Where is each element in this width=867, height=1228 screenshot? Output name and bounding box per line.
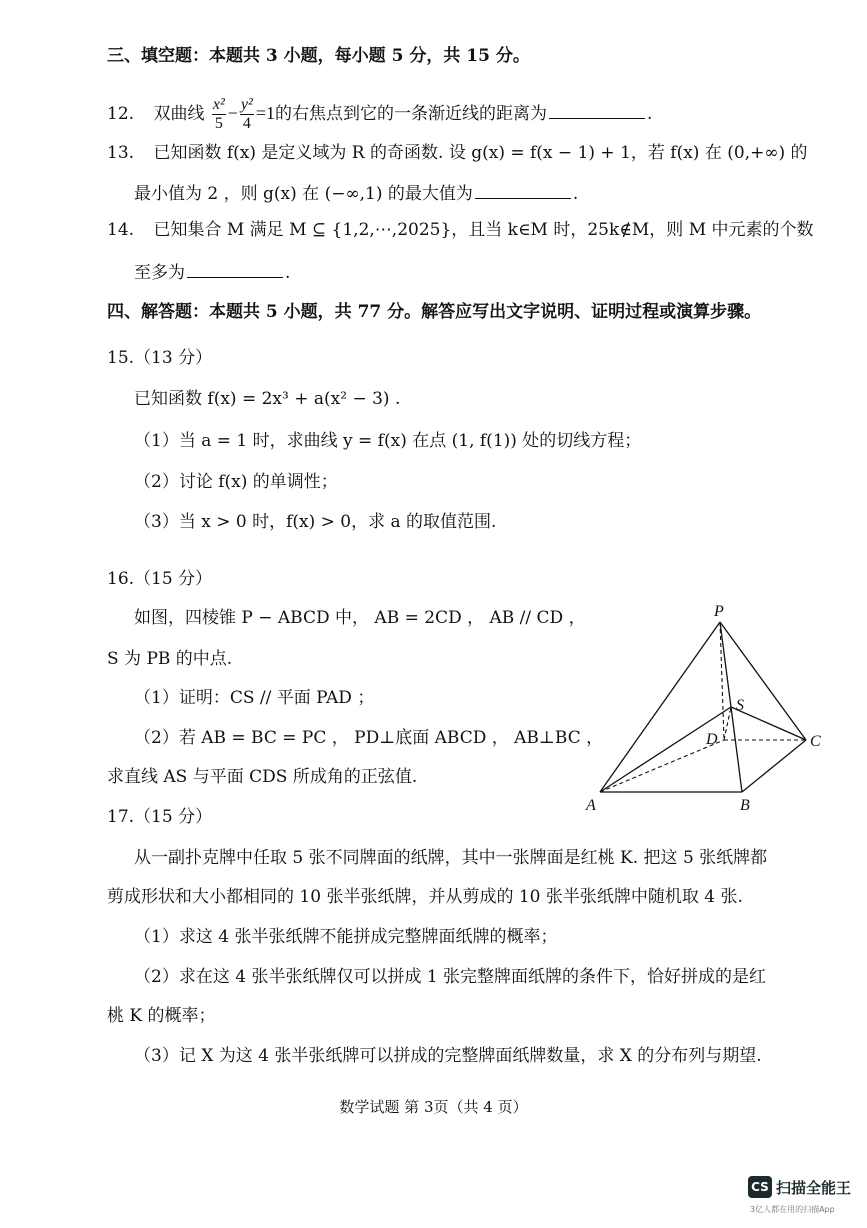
question-16-part-2: （2）若 AB = BC = PC ， PD⊥底面 ABCD ， AB⊥BC ， bbox=[134, 728, 604, 748]
answer-blank[interactable] bbox=[187, 259, 283, 278]
question-16-part-1: （1）证明：CS // 平面 PAD ； bbox=[134, 688, 375, 708]
question-15-part-2: （2）讨论 f(x) 的单调性； bbox=[134, 472, 338, 492]
equation-rhs: =1 bbox=[255, 103, 275, 123]
question-15-part-1: （1）当 a = 1 时，求曲线 y = f(x) 在点 (1, f(1)) 处的切线方程； bbox=[134, 431, 642, 451]
fraction-y2-over-4: $\frac{\text{y²}}{4}$ bbox=[240, 96, 253, 132]
question-number: 14. bbox=[107, 220, 135, 240]
question-17-stem-1: 从一副扑克牌中任取 5 张不同牌面的纸牌，其中一张牌面是红桃 K. 把这 5 张纸牌都 bbox=[134, 848, 768, 868]
label-B: B bbox=[740, 797, 750, 814]
section-3-title: 三、填空题：本题共 3 小题，每小题 5 分，共 15 分。 bbox=[107, 46, 530, 66]
question-15-header: 15.（13 分） bbox=[107, 348, 213, 368]
question-17-part-2-cont: 桃 K 的概率； bbox=[107, 1006, 216, 1026]
question-13-line-1 bbox=[107, 141, 808, 165]
period: . bbox=[285, 263, 291, 283]
period: . bbox=[572, 184, 579, 204]
question-text: 已知集合 M 满足 M ⊆ {1,2,⋯,2025}，且当 k∈M 时，25k∉M，则 M 中元素的个数 bbox=[153, 220, 814, 240]
scanner-app-tagline: 3亿人都在用的扫描App bbox=[750, 1205, 835, 1214]
scanner-app-name: 扫描全能王 bbox=[776, 1179, 852, 1197]
label-P: P bbox=[714, 603, 724, 620]
question-15-stem: 已知函数 f(x) = 2x³ + a(x² − 3) . bbox=[134, 389, 401, 409]
question-17-header: 17.（15 分） bbox=[107, 807, 213, 827]
answer-blank[interactable] bbox=[549, 100, 645, 119]
question-17-part-3: （3）记 X 为这 4 张半张纸牌可以拼成的完整牌面纸牌数量，求 X 的分布列与期望. bbox=[134, 1046, 762, 1066]
page-footer: 数学试题 第 3页（共 4 页） bbox=[339, 1098, 528, 1116]
question-text: 至多为 bbox=[134, 263, 185, 283]
question-number: 13. bbox=[107, 143, 135, 163]
segment-DS-hidden bbox=[724, 707, 731, 740]
cs-logo-icon: CS bbox=[748, 1176, 772, 1198]
edge-BC bbox=[742, 740, 806, 792]
question-16-part-2-cont: 求直线 AS 与平面 CDS 所成角的正弦值. bbox=[107, 767, 418, 787]
question-15-part-3: （3）当 x > 0 时，f(x) > 0，求 a 的取值范围. bbox=[134, 512, 497, 532]
question-17-part-2: （2）求在这 4 张半张纸牌仅可以拼成 1 张完整牌面纸牌的条件下，恰好拼成的是红 bbox=[134, 967, 767, 987]
question-text: 已知函数 f(x) 是定义域为 R 的奇函数. 设 g(x) = f(x − 1) + 1，若 f(x) 在 (0,+∞) 的 bbox=[153, 143, 808, 163]
question-14-line-1 bbox=[107, 218, 814, 242]
fraction-x2-over-5: $\frac{\text{x²}}{5}$ bbox=[212, 96, 225, 132]
label-A: A bbox=[586, 797, 596, 814]
question-12: 12. 双曲线 $\frac{\text{x²}}{5}$ − $\frac{\text{y²}}{4}$ =1的右焦点到它的一条渐近线的距离为 . bbox=[107, 96, 653, 132]
label-C: C bbox=[810, 733, 821, 750]
question-16-stem-2: S 为 PB 的中点. bbox=[107, 649, 233, 669]
question-13-line-2 bbox=[134, 180, 578, 206]
period: . bbox=[646, 104, 653, 124]
question-14-line-2 bbox=[134, 259, 290, 285]
label-D: D bbox=[706, 731, 718, 748]
question-17-part-1: （1）求这 4 张半张纸牌不能拼成完整牌面纸牌的概率； bbox=[134, 927, 558, 947]
question-text-tail: 的右焦点到它的一条渐近线的距离为 bbox=[274, 104, 547, 124]
section-4-title: 四、解答题：本题共 5 小题，共 77 分。解答应写出文字说明、证明过程或演算步骤。 bbox=[107, 302, 762, 322]
question-16-stem-1: 如图，四棱锥 P − ABCD 中， AB = 2CD ， AB // CD ， bbox=[134, 608, 586, 628]
label-S: S bbox=[736, 697, 744, 714]
question-17-stem-2: 剪成形状和大小都相同的 10 张半张纸牌，并从剪成的 10 张半张纸牌中随机取 4 张. bbox=[107, 887, 743, 907]
answer-blank[interactable] bbox=[475, 180, 571, 199]
question-text: 最小值为 2 ，则 g(x) 在 (−∞,1) 的最大值为 bbox=[134, 184, 473, 204]
scanner-watermark bbox=[748, 1176, 860, 1222]
question-number: 12. bbox=[107, 104, 135, 124]
pyramid-figure bbox=[580, 598, 830, 818]
segment-AS bbox=[600, 707, 731, 792]
question-16-header: 16.（15 分） bbox=[107, 569, 213, 589]
question-text: 双曲线 bbox=[153, 104, 205, 124]
